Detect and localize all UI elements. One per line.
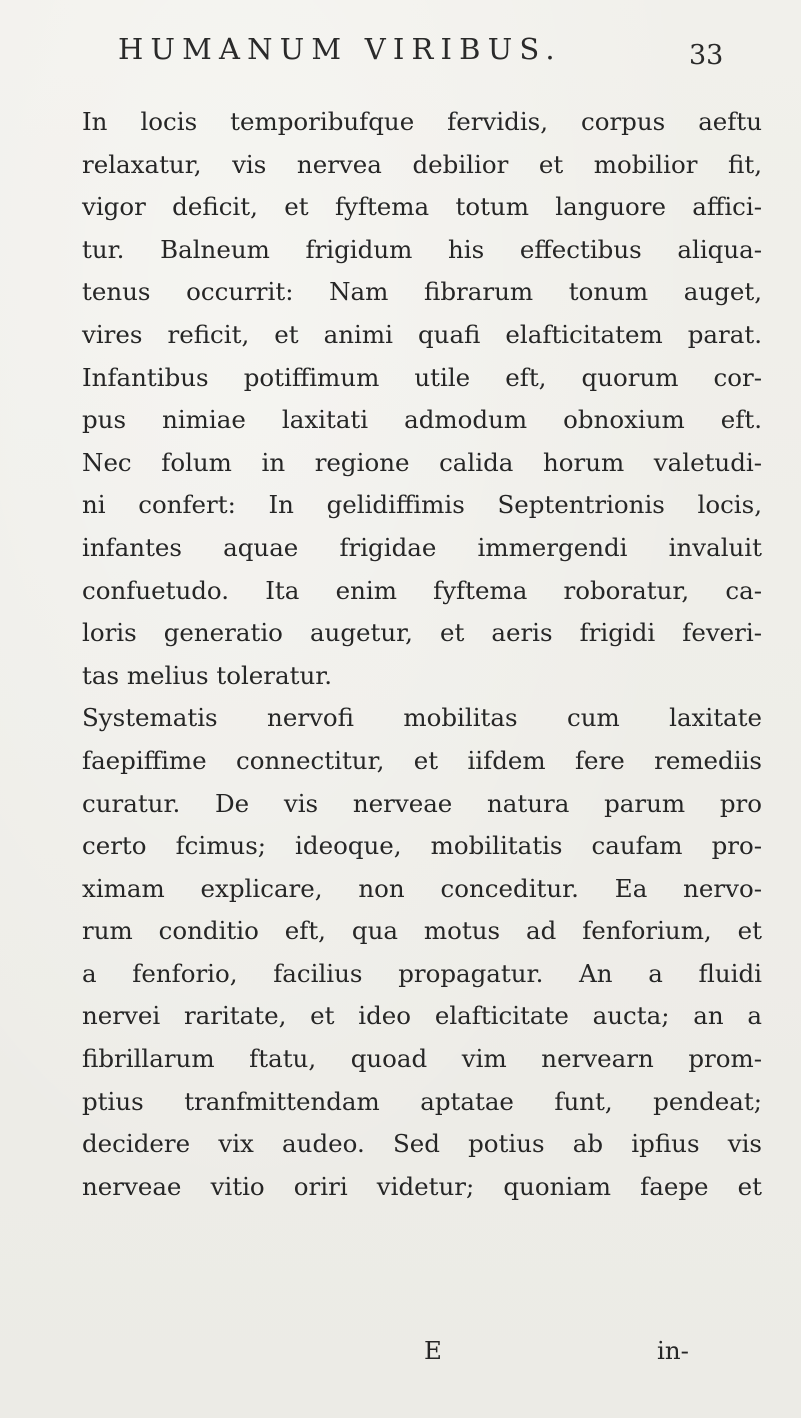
- text-line: rum conditio eft, qua motus ad fenforium, et: [82, 916, 762, 946]
- text-line: loris generatio augetur, et aeris frigidi feveri-: [82, 618, 762, 648]
- text-line: ptius tranfmittendam aptatae funt, pendeat;: [82, 1086, 762, 1116]
- text-line: infantes aquae frigidae immergendi invaluit: [82, 532, 762, 562]
- text-line: faepiffime connectitur, et iifdem fere remediis: [82, 745, 762, 775]
- text-line: vigor deficit, et fyftema totum languore affici-: [82, 192, 762, 222]
- page-footer: [0, 1334, 801, 1384]
- text-line: tas melius toleratur.: [82, 660, 333, 690]
- text-line: In locis temporibufque fervidis, corpus aeftu: [82, 107, 762, 136]
- text-line: nerveae vitio oriri videtur; quoniam faepe et: [82, 1171, 762, 1201]
- text-line: ni confert: In gelidiffimis Septentrionis locis,: [82, 490, 762, 520]
- text-line: tur. Balneum frigidum his effectibus aliqua-: [82, 234, 762, 264]
- text-line: certo fcimus; ideoque, mobilitatis caufam pro-: [82, 831, 762, 861]
- text-line: curatur. De vis nerveae natura parum pro: [82, 788, 762, 818]
- text-line: pus nimiae laxitati admodum obnoxium eft.: [82, 405, 762, 435]
- page-header: [0, 30, 801, 80]
- body-text: [82, 101, 762, 1208]
- text-line: a fenforio, facilius propagatur. An a fluidi: [82, 958, 762, 988]
- page-number: 33: [689, 40, 724, 71]
- text-line: tenus occurrit: Nam fibrarum tonum auget,: [82, 277, 762, 307]
- text-line: ximam explicare, non conceditur. Ea nervo-: [82, 873, 762, 903]
- text-line: nervei raritate, et ideo elafticitate aucta; an a: [82, 1001, 762, 1031]
- text-line: Systematis nervofi mobilitas cum laxitate: [82, 703, 762, 733]
- signature-mark: E: [424, 1336, 442, 1365]
- catchword: in-: [657, 1336, 689, 1365]
- text-line: relaxatur, vis nervea debilior et mobilior fit,: [82, 149, 762, 179]
- running-head: HUMANUM VIRIBUS.: [118, 32, 562, 66]
- text-line: vires reficit, et animi quafi elafticitatem parat.: [82, 319, 762, 349]
- text-line: Infantibus potiffimum utile eft, quorum cor-: [82, 362, 762, 392]
- text-line: fibrillarum ftatu, quoad vim nervearn prom-: [82, 1044, 762, 1074]
- text-line: confuetudo. Ita enim fyftema roboratur, ca-: [82, 575, 762, 605]
- text-line: decidere vix audeo. Sed potius ab ipfius vis: [82, 1129, 762, 1159]
- text-line: Nec folum in regione calida horum valetudi-: [82, 447, 762, 477]
